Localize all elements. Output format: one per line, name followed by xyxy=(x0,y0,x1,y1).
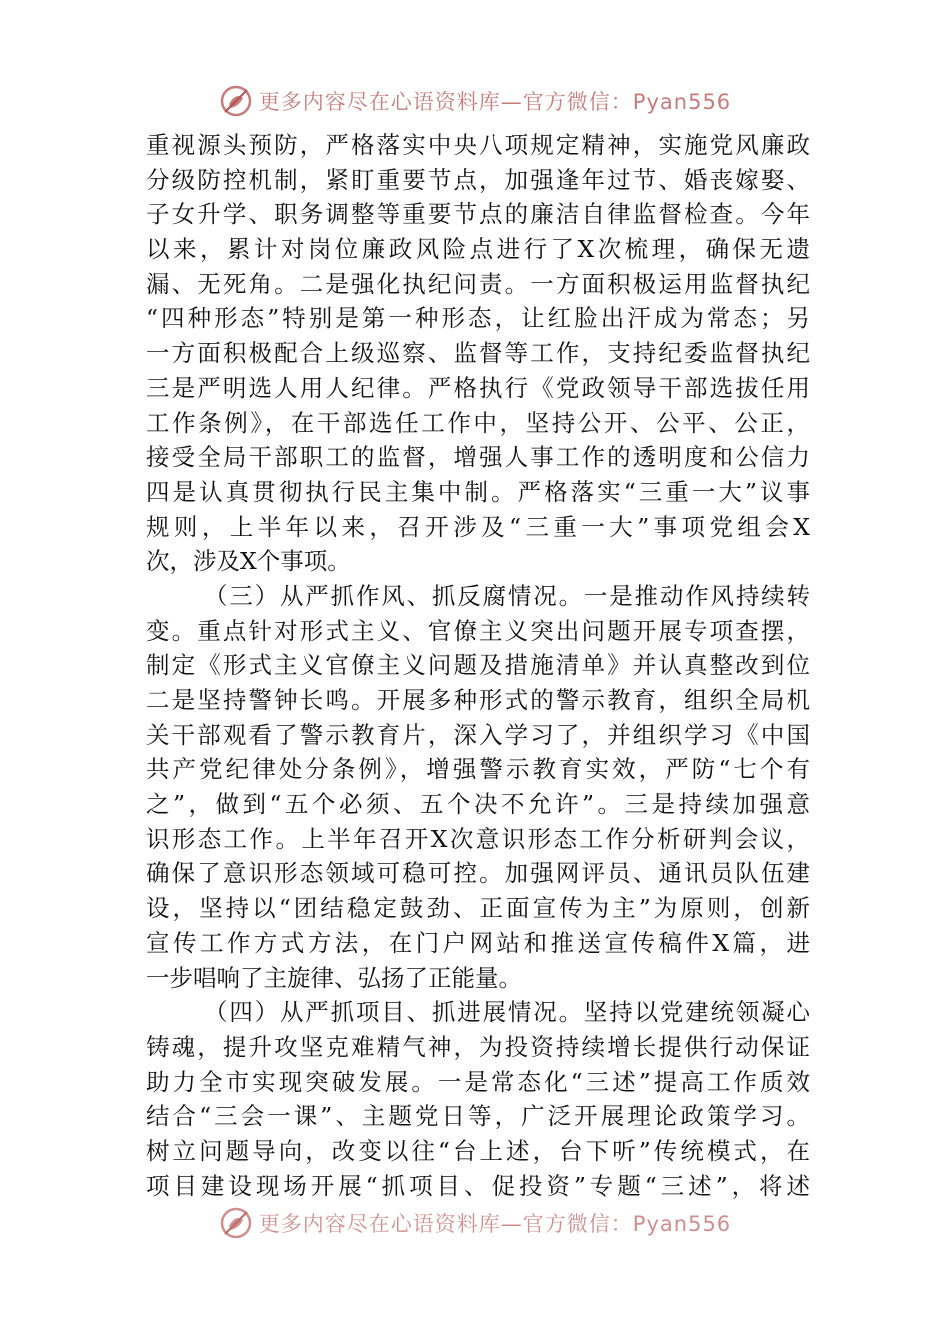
text-line: 重视源头预防，严格落实中央八项规定精神，实施党风廉政 xyxy=(146,131,810,159)
watermark-header xyxy=(0,84,950,118)
watermark-text: 更多内容尽在心语资料库—官方微信：Pyan556 xyxy=(258,1212,732,1236)
text-line: 漏、无死角。二是强化执纪问责。一方面积极运用监督执纪 xyxy=(146,269,810,298)
text-line: 分级防控机制，紧盯重要节点，加强逢年过节、婚丧嫁娶、 xyxy=(146,165,810,194)
text-line: 次，涉及X个事项。 xyxy=(146,547,351,576)
text-line: 制定《形式主义官僚主义问题及措施清单》并认真整改到位 xyxy=(146,651,810,680)
logo-icon xyxy=(219,84,253,118)
text-line: 以来，累计对岗位廉政风险点进行了X次梳理，确保无遗 xyxy=(146,235,810,264)
text-line: 共产党纪律处分条例》，增强警示教育实效，严防“七个有 xyxy=(146,755,810,784)
text-line: 接受全局干部职工的监督，增强人事工作的透明度和公信力 xyxy=(146,443,810,472)
section-heading-line: （四）从严抓项目、抓进展情况。坚持以党建统领凝心 xyxy=(204,998,810,1027)
text-line: 宣传工作方式方法，在门户网站和推送宣传稿件X篇，进 xyxy=(146,928,810,957)
watermark-footer xyxy=(0,1206,950,1240)
text-line: 四是认真贯彻执行民主集中制。严格落实“三重一大”议事 xyxy=(146,477,810,506)
text-line: 一步唱响了主旋律、弘扬了正能量。 xyxy=(146,963,522,992)
watermark-text: 更多内容尽在心语资料库—官方微信：Pyan556 xyxy=(258,90,732,114)
text-line: “四种形态”特别是第一种形态，让红脸出汗成为常态；另 xyxy=(146,304,810,333)
logo-icon xyxy=(219,1206,253,1240)
text-line: 一方面积极配合上级巡察、监督等工作，支持纪委监督执纪 xyxy=(146,339,810,368)
text-line: 三是严明选人用人纪律。严格执行《党政领导干部选拔任用 xyxy=(146,373,810,402)
text-line: 助力全市实现突破发展。一是常态化“三述”提高工作质效 xyxy=(146,1067,810,1096)
text-line: 二是坚持警钟长鸣。开展多种形式的警示教育，组织全局机 xyxy=(146,686,810,714)
text-line: 识形态工作。上半年召开X次意识形态工作分析研判会议， xyxy=(146,824,810,853)
text-line: 变。重点针对形式主义、官僚主义突出问题开展专项查摆， xyxy=(146,616,810,645)
document-body xyxy=(146,128,810,1203)
text-line: 树立问题导向，改变以往“台上述，台下听”传统模式，在 xyxy=(146,1136,810,1165)
text-line: 之”，做到“五个必须、五个决不允许”。三是持续加强意 xyxy=(146,790,810,819)
text-line: 关干部观看了警示教育片，深入学习了，并组织学习《中国 xyxy=(146,720,810,749)
text-line: 铸魂，提升攻坚克难精气神，为投资持续增长提供行动保证 xyxy=(146,1032,810,1061)
text-line: 设，坚持以“团结稳定鼓劲、正面宣传为主”为原则，创新 xyxy=(146,894,810,923)
text-line: 项目建设现场开展“抓项目、促投资”专题“三述”，将述 xyxy=(146,1171,810,1200)
section-heading-line: （三）从严抓作风、抓反腐情况。一是推动作风持续转 xyxy=(204,581,810,610)
text-line: 规则，上半年以来，召开涉及“三重一大”事项党组会X xyxy=(146,512,810,541)
text-line: 工作条例》，在干部选任工作中，坚持公开、公平、公正， xyxy=(146,408,810,437)
text-line: 子女升学、职务调整等重要节点的廉洁自律监督检查。今年 xyxy=(146,200,810,229)
text-line: 确保了意识形态领域可稳可控。加强网评员、通讯员队伍建 xyxy=(146,859,810,888)
text-line: 结合“三会一课”、主题党日等，广泛开展理论政策学习。 xyxy=(146,1102,810,1131)
